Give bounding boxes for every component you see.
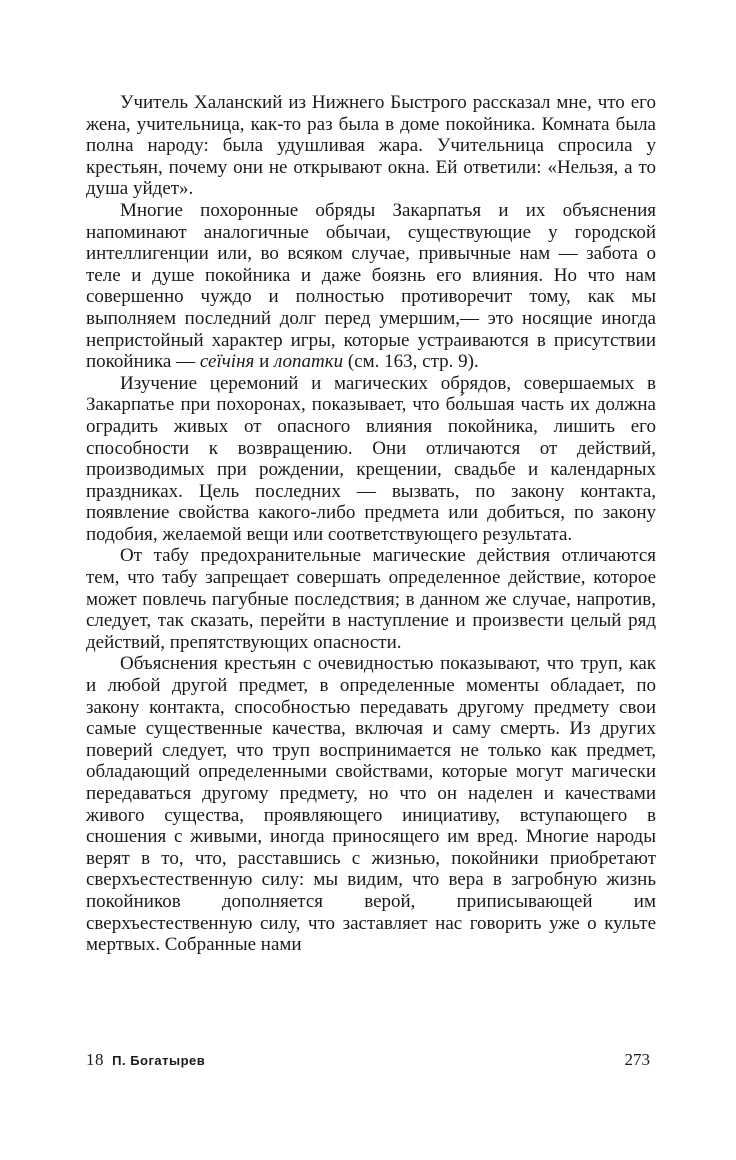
paragraph-4: От табу предохранительные магические действия отличаются тем, что табу запрещает совершать определенное действие, которое может повлечь пагубные последствия; в данном же случае, напротив, следует, так сказать, перейти в наступление и произвести целый ряд действий, препятствующих опасности. (86, 545, 656, 653)
paragraph-2 (86, 200, 656, 373)
paragraph-2-conjunction: и (254, 351, 274, 373)
paragraph-2-reference: (см. 163, стр. 9). (343, 351, 479, 373)
body-text (86, 92, 656, 956)
italic-term-seichinya: сеïчiня (199, 351, 255, 373)
signature-name: П. Богатырев (112, 1053, 206, 1068)
signature-number: 18 (86, 1050, 104, 1069)
page-footer (86, 1050, 656, 1074)
page-number: 273 (624, 1050, 650, 1069)
italic-term-lopatki: лопатки (274, 351, 344, 373)
paragraph-3: Изучение церемоний и магических обрядов, совершаемых в Закарпатье при похоронах, показывает, что бо́льшая часть их должна оградить живых от опасного влияния покойника, лишить его способности к возвращению. Они отличаются от действий, производимых при рождении, крещении, свадьбе и календарных праздниках. Цель последних — вызвать, по закону контакта, появление свойства какого-либо предмета или добиться, по закону подобия, желаемой вещи или соответствующего результата. (86, 372, 656, 545)
paragraph-5: Объяснения крестьян с очевидностью показывают, что труп, как и любой другой предмет, в определенные моменты обладает, по закону контакта, способностью передавать другому предмету свои самые существенные качества, включая и саму смерть. Из других поверий следует, что труп воспринимается не только как предмет, обладающий определенными свойствами, которые могут магически передаваться другому предмету, но что он наделен и качествами живого существа, проявляющего инициативу, вступающего в сношения с живыми, иногда приносящего им вред. Многие народы верят в то, что, расставшись с жизнью, покойники приобретают сверхъестественную силу: мы видим, что вера в загробную жизнь покойников дополняется верой, приписывающей им сверхъестественную силу, что заставляет нас говорить уже о культе мертвых. Собранные нами (86, 653, 656, 956)
printer-signature (86, 1050, 205, 1070)
paragraph-2-text: Многие похоронные обряды Закарпатья и их объяснения напоминают аналогичные обычаи, существующие у городской интеллигенции или, во всяком случае, привычные нам — забота о теле и душе покойника и даже боязнь его влияния. Но что нам совершенно чуждо и полностью противоречит тому, как мы выполняем последний долг перед умершим,— это носящие иногда непристойный характер игры, которые устраиваются в присутствии покойника — (86, 199, 656, 373)
paragraph-1: Учитель Халанский из Нижнего Быстрого рассказал мне, что его жена, учительница, как-то раз была в доме покойника. Комната была полна народу: была удушливая жара. Учительница спросила у крестьян, почему они не открывают окна. Ей ответили: «Нельзя, а то душа уйдет». (86, 92, 656, 200)
